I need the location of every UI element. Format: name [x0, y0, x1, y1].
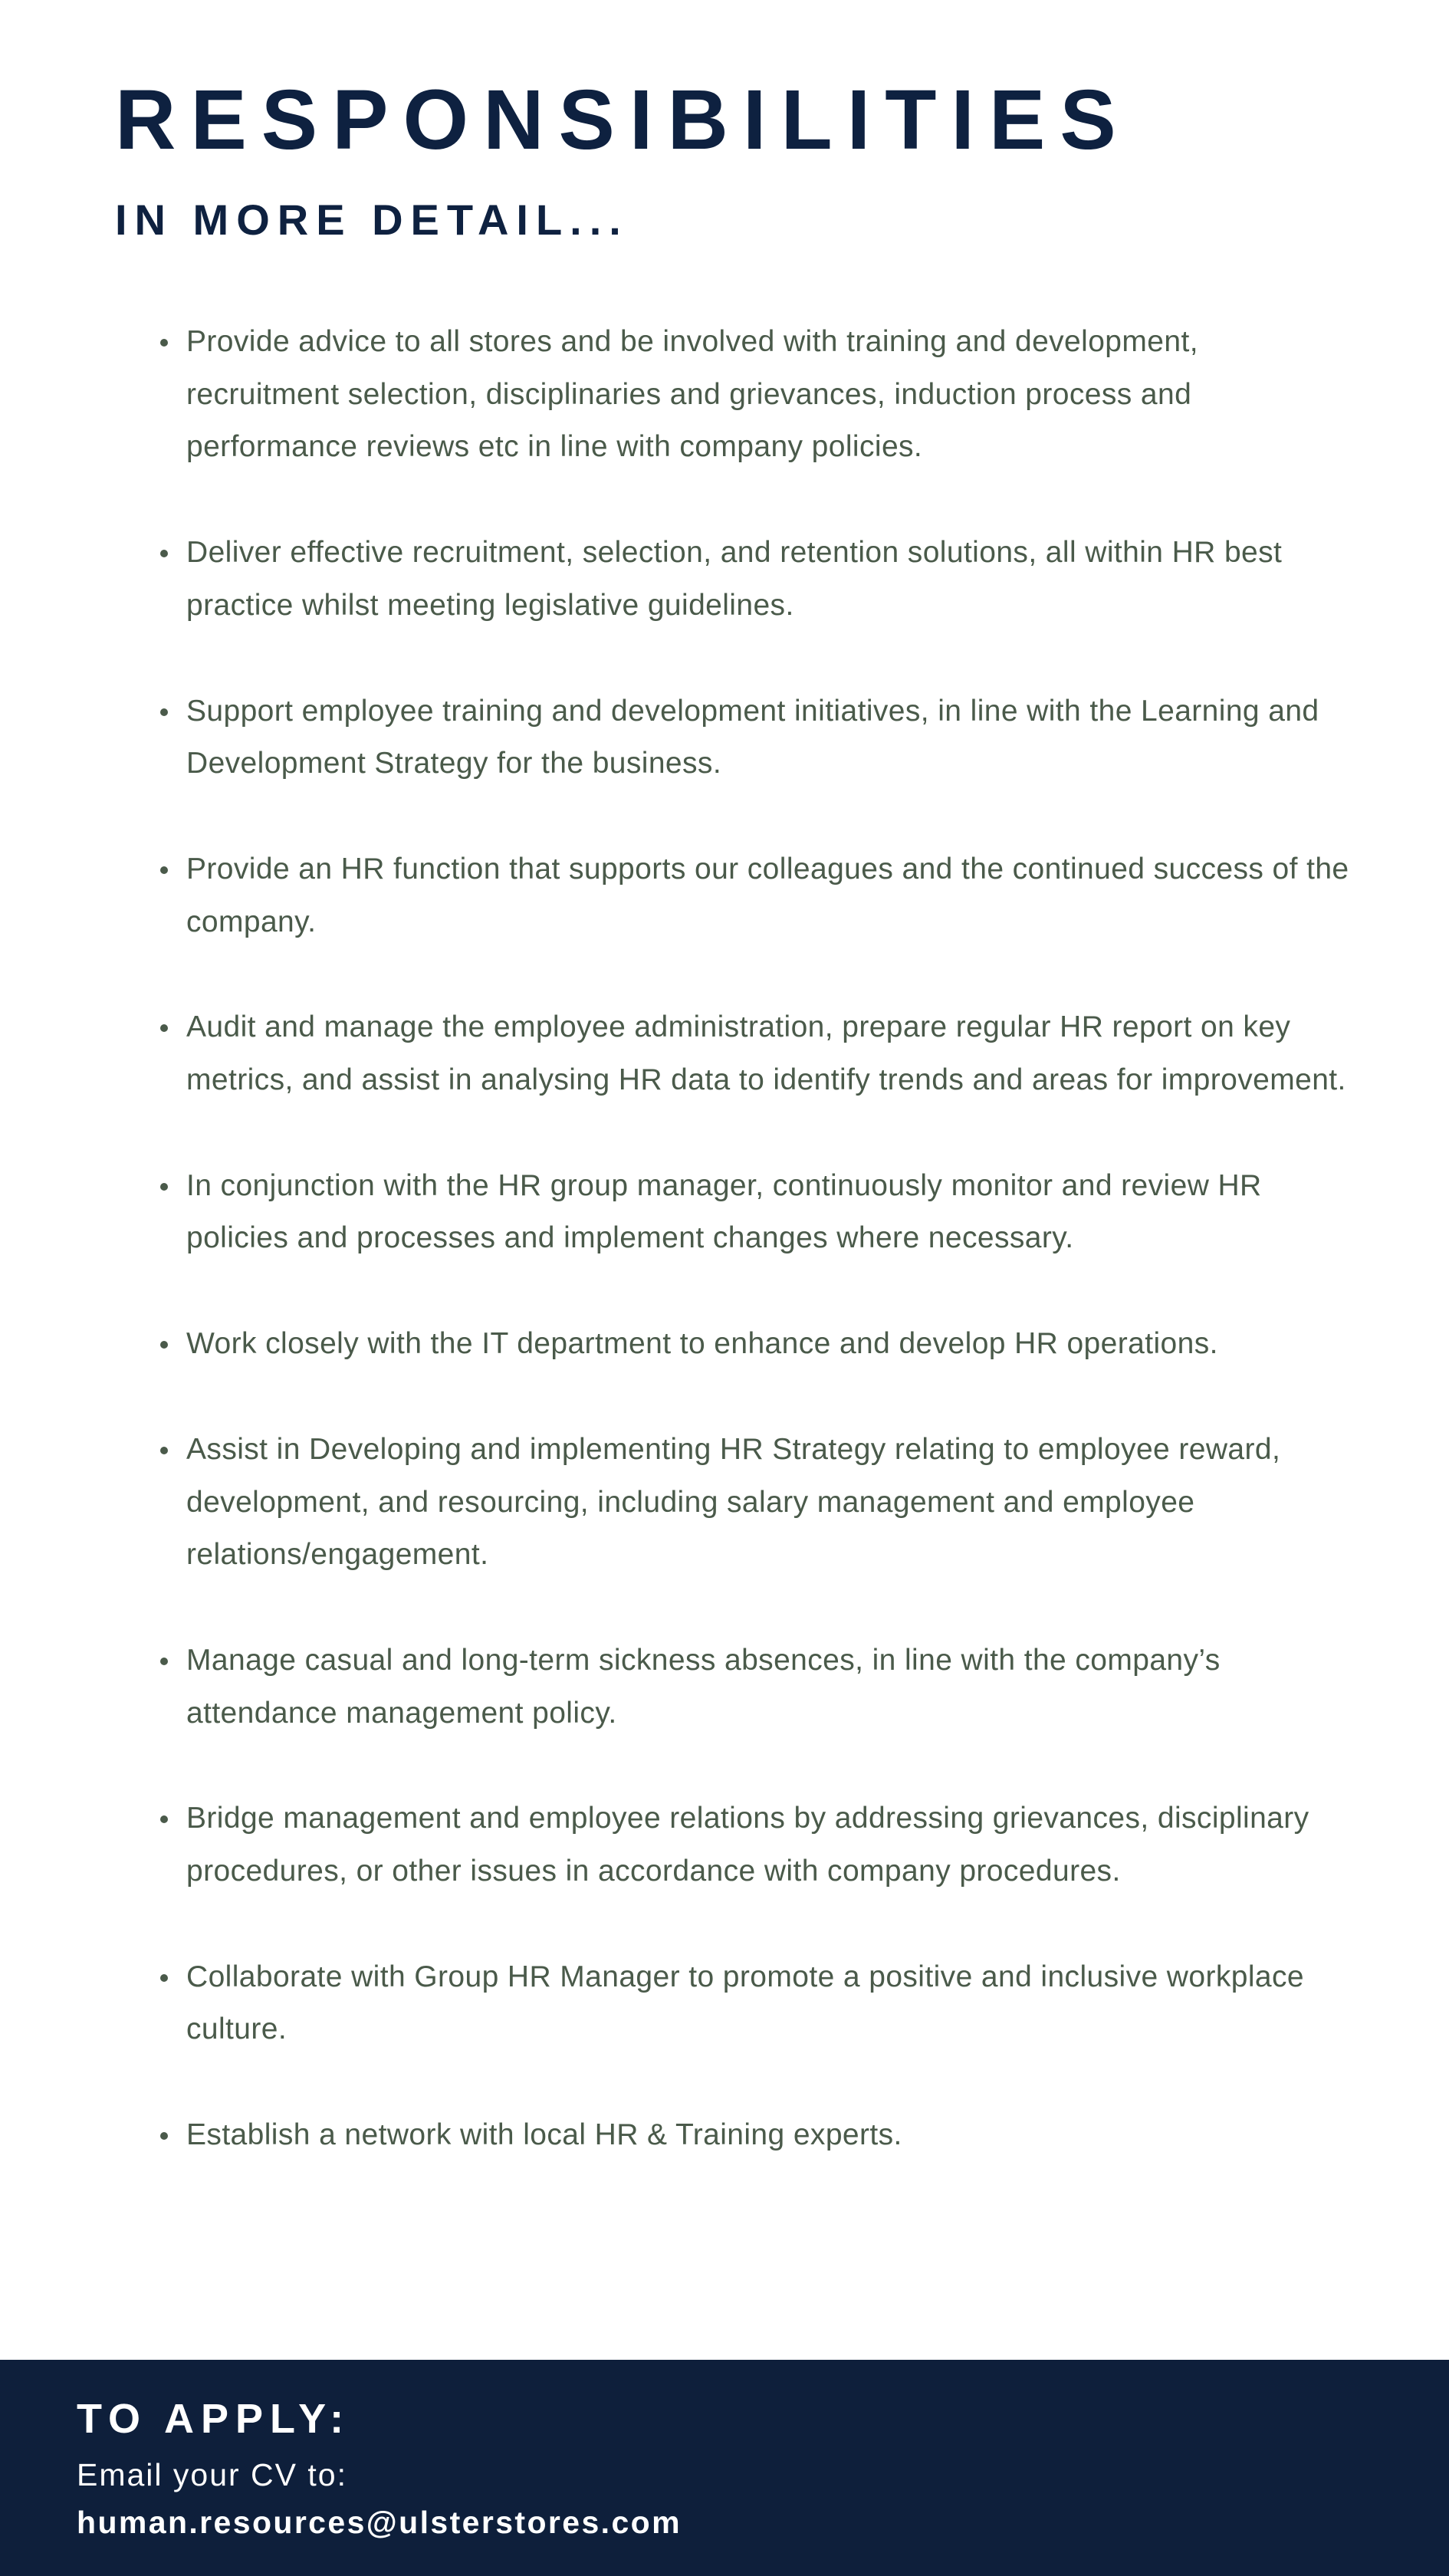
page-title: RESPONSIBILITIES	[115, 73, 1131, 167]
list-item-text: Assist in Developing and implementing HR Strategy relating to employee reward, development, and resourcing, including salary management and employee relations/engagement.	[186, 1432, 1281, 1572]
page-subtitle: IN MORE DETAIL...	[115, 196, 629, 244]
list-item	[153, 1951, 1349, 2056]
bullet-icon	[160, 550, 168, 557]
list-item-text: Collaborate with Group HR Manager to promote a positive and inclusive workplace culture.	[186, 1960, 1304, 2046]
list-item-text: Manage casual and long-term sickness absences, in line with the company’s attendance management policy.	[186, 1643, 1221, 1730]
list-item	[153, 1001, 1349, 1106]
list-item-text: In conjunction with the HR group manager, continuously monitor and review HR policies and processes and implement changes where necessary.	[186, 1168, 1262, 1255]
bullet-icon	[160, 1341, 168, 1349]
email-link[interactable]: human.resources@ulsterstores.com	[77, 2505, 682, 2540]
list-item-text: Provide advice to all stores and be involved with training and development, recruitment selection, disciplinaries and grievances, induction process and performance reviews etc in line with company policies.	[186, 325, 1198, 464]
list-item-text: Establish a network with local HR & Training experts.	[186, 2118, 902, 2152]
bullet-icon	[160, 1447, 168, 1454]
list-item	[153, 1160, 1349, 1265]
bullet-icon	[160, 339, 168, 347]
list-item-text: Bridge management and employee relations by addressing grievances, disciplinary procedures, or other issues in accordance with company procedures.	[186, 1802, 1309, 1888]
list-item-text: Deliver effective recruitment, selection, and retention solutions, all within HR best practice whilst meeting legislative guidelines.	[186, 536, 1283, 622]
bullet-icon	[160, 1183, 168, 1191]
bullet-icon	[160, 1658, 168, 1665]
list-item	[153, 685, 1349, 790]
list-item	[153, 527, 1349, 632]
list-item	[153, 1318, 1349, 1371]
apply-heading: TO APPLY:	[77, 2396, 351, 2442]
bullet-icon	[160, 1815, 168, 1823]
list-item	[153, 316, 1349, 474]
responsibilities-list	[153, 316, 1349, 2215]
list-item-text: Support employee training and development initiatives, in line with the Learning and Development Strategy for the business.	[186, 694, 1319, 780]
list-item	[153, 1635, 1349, 1740]
list-item	[153, 1792, 1349, 1898]
bullet-icon	[160, 2132, 168, 2140]
bullet-icon	[160, 866, 168, 874]
list-item-text: Provide an HR function that supports our colleagues and the continued success of the company.	[186, 852, 1349, 938]
bullet-icon	[160, 1974, 168, 1982]
list-item	[153, 1424, 1349, 1582]
list-item-text: Work closely with the IT department to enhance and develop HR operations.	[186, 1327, 1218, 1361]
bullet-icon	[160, 708, 168, 716]
bullet-icon	[160, 1024, 168, 1032]
list-item	[153, 843, 1349, 948]
apply-footer	[0, 2360, 1449, 2576]
apply-instruction: Email your CV to:	[77, 2457, 347, 2492]
list-item	[153, 2109, 1349, 2162]
list-item-text: Audit and manage the employee administration, prepare regular HR report on key metrics, and assist in analysing HR data to identify trends and areas for improvement.	[186, 1010, 1346, 1097]
